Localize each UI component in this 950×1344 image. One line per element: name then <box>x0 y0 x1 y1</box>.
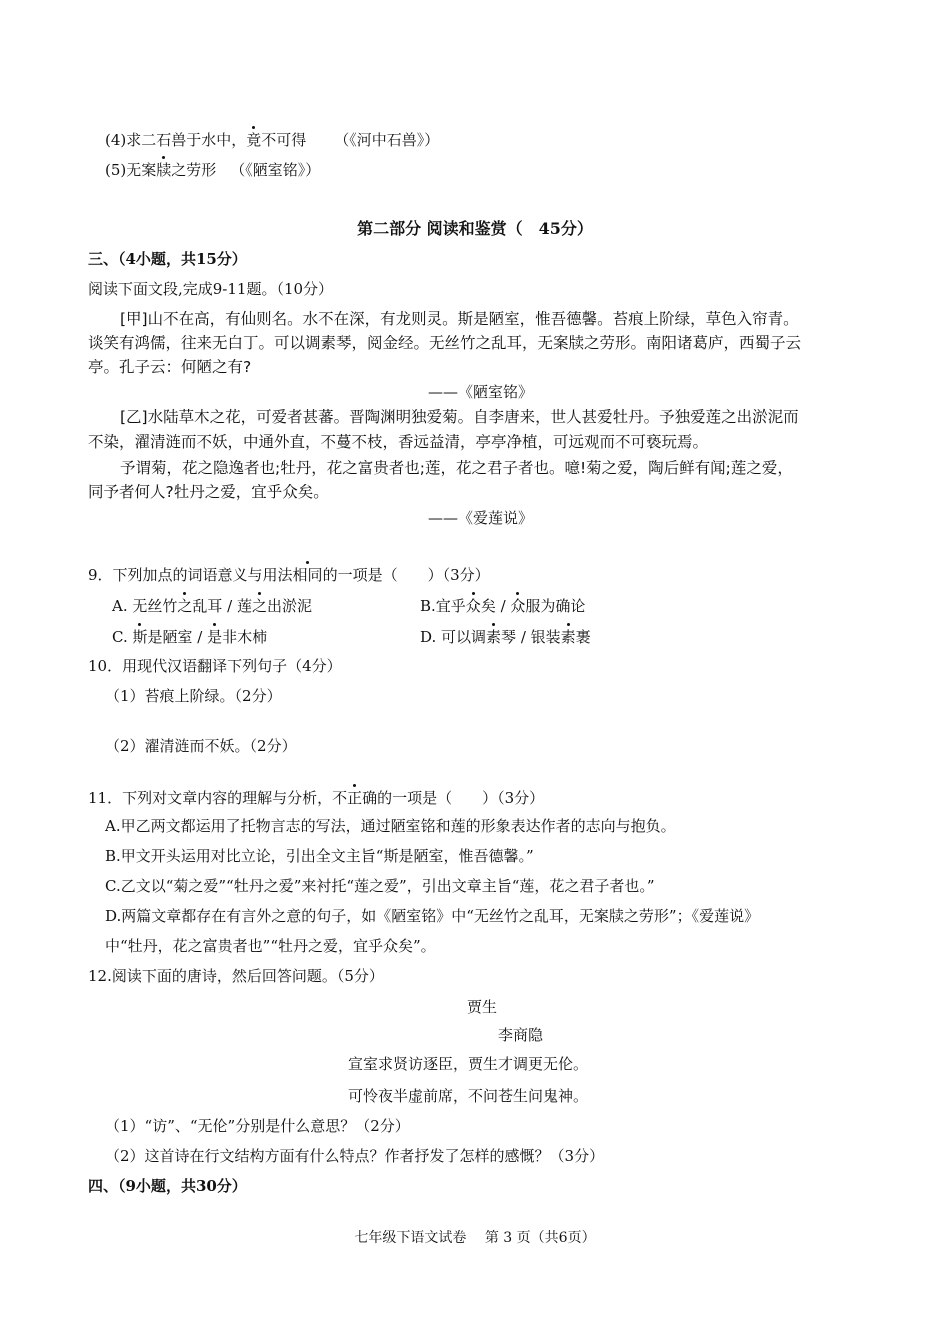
emphasis-dot: 众 <box>510 597 526 615</box>
question-10-1: （1）苔痕上阶绿。（2分） <box>105 687 282 705</box>
q11-option-d-line-2: 中“牡丹，花之富贵者也”“牡丹之爱，宜乎众矣”。 <box>105 937 436 955</box>
poem-line-2: 可怜夜半虚前席，不问苍生问鬼神。 <box>348 1087 589 1105</box>
q9-option-c: C. 斯是陋室 / 是非木柿 <box>112 628 268 646</box>
question-10-2: （2）濯清涟而不妖。（2分） <box>105 737 297 755</box>
section3-header: 三、（4小题，共15分） <box>88 250 247 268</box>
question-12-1: （1）“访”、“无伦”分别是什么意思？（2分） <box>105 1117 410 1135</box>
emphasis-dot: 素 <box>486 628 502 646</box>
question-11: 11．下列对文章内容的理解与分析，不正确的一项是（ ）（3分） <box>88 789 545 807</box>
q11-option-c: C.乙文以“菊之爱”“牡丹之爱”来衬托“莲之爱”，引出文章主旨“莲，花之君子者也。” <box>105 877 655 895</box>
section4-header: 四、（9小题，共30分） <box>88 1177 247 1195</box>
question-10: 10．用现代汉语翻译下列句子（4分） <box>88 657 342 675</box>
q11-option-d-line-1: D.两篇文章都存在有言外之意的句子，如《陋室铭》中“无丝竹之乱耳，无案牍之劳形”；《爱莲说》 <box>105 907 760 925</box>
passage-jia-line-3: 亭。孔子云：何陋之有? <box>88 358 252 376</box>
poem-line-1: 宣室求贤访逐臣，贾生才调更无伦。 <box>348 1055 589 1073</box>
emphasis-dot: 之 <box>251 597 267 615</box>
passage-yi-line-1: [乙]水陆草木之花，可爱者甚蕃。晋陶渊明独爱菊。自李唐来，世人甚爱牡丹。予独爱莲之出淤泥而 <box>120 408 799 426</box>
passage-yi-line-4: 同予者何人?牡丹之爱，宜乎众矣。 <box>88 483 329 501</box>
reading-intro: 阅读下面文段,完成9-11题。（10分） <box>88 280 334 298</box>
emphasis-dot: 斯 <box>132 628 148 646</box>
item-5: (5)无案牍之劳形 （《陋室铭》） <box>105 161 321 179</box>
question-12: 12.阅读下面的唐诗，然后回答问题。（5分） <box>88 967 384 985</box>
poem-author: 李商隐 <box>498 1026 544 1044</box>
emphasis-dot: 是 <box>207 628 223 646</box>
emphasis-dot: 不正确 <box>332 789 378 807</box>
poem-title: 贾生 <box>467 998 498 1016</box>
passage-yi-line-3: 予谓菊，花之隐逸者也;牡丹，花之富贵者也;莲，花之君子者也。噫!菊之爱，陶后鲜有闻;莲之爱， <box>120 459 793 477</box>
emphasis-dot: 竟 <box>246 131 262 149</box>
page-footer: 七年级下语文试卷 第 3 页（共6页） <box>354 1230 596 1246</box>
item-4: (4)求二石兽于水中，竟不可得 （《河中石兽》） <box>105 131 440 149</box>
emphasis-dot: 相同 <box>292 566 323 584</box>
passage-yi-line-2: 不染，濯清涟而不妖，中通外直，不蔓不枝，香远益清，亭亭净植，可远观而不可亵玩焉。 <box>88 433 709 451</box>
passage-jia-source: ——《陋室铭》 <box>428 383 534 401</box>
question-12-2: （2）这首诗在行文结构方面有什么特点？作者抒发了怎样的感慨？（3分） <box>105 1147 605 1165</box>
q9-option-d: D. 可以调素琴 / 银装素裹 <box>420 628 591 646</box>
q9-option-b: B.宜乎众矣 / 众服为确论 <box>420 597 586 615</box>
emphasis-dot: 素 <box>560 628 576 646</box>
passage-jia-line-1: [甲]山不在高，有仙则名。水不在深，有龙则灵。斯是陋室，惟吾德馨。苔痕上阶绿，草色入帘青。 <box>120 310 799 328</box>
q9-option-a: A. 无丝竹之乱耳 / 莲之出淤泥 <box>112 597 313 615</box>
emphasis-dot: 牍 <box>156 161 172 179</box>
passage-yi-source: ——《爱莲说》 <box>428 509 534 527</box>
q11-option-a: A.甲乙两文都运用了托物言志的写法，通过陋室铭和莲的形象表达作者的志向与抱负。 <box>105 817 676 835</box>
question-9: 9．下列加点的词语意义与用法相同的一项是（ ）（3分） <box>88 566 490 584</box>
emphasis-dot: 众 <box>465 597 481 615</box>
passage-jia-line-2: 谈笑有鸿儒，往来无白丁。可以调素琴，阅金经。无丝竹之乱耳，无案牍之劳形。南阳诸葛庐，西蜀子云 <box>88 334 802 352</box>
emphasis-dot: 之 <box>177 597 193 615</box>
q11-option-b: B.甲文开头运用对比立论，引出全文主旨“斯是陋室，惟吾德馨。” <box>105 847 534 865</box>
part2-title: 第二部分 阅读和鉴赏（ 45分） <box>357 219 593 238</box>
